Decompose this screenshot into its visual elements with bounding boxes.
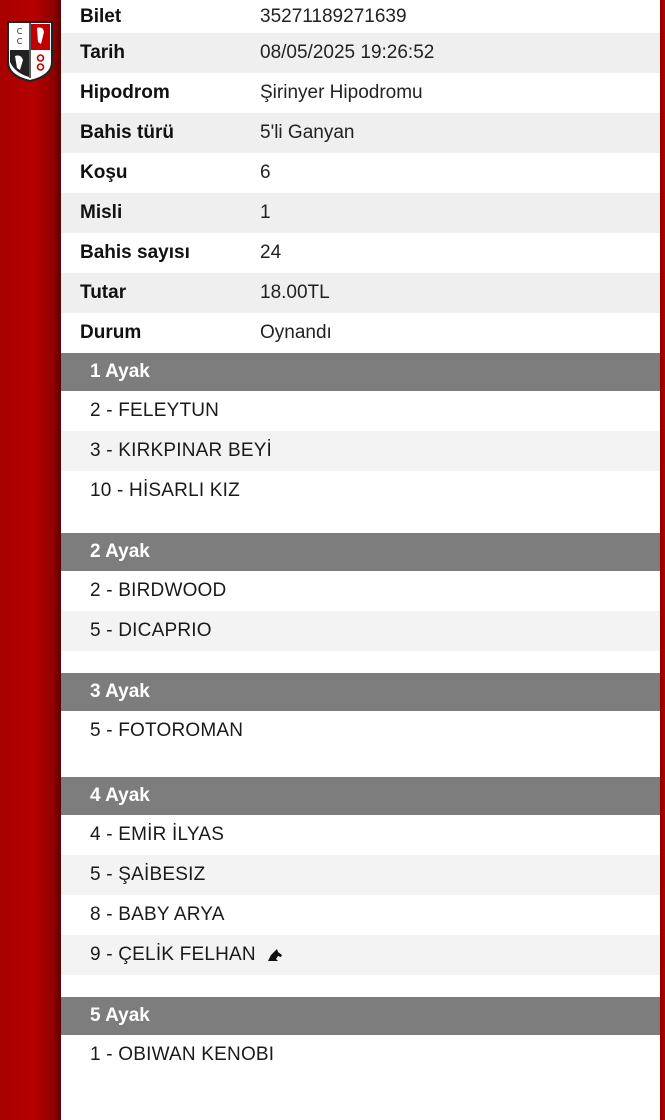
info-label: Tutar [80,282,127,303]
horse-name: 9 - ÇELİK FELHAN [90,944,256,965]
leg-spacer [61,511,660,533]
horse-name: 3 - KIRKPINAR BEYİ [90,440,273,461]
horse-head-icon [266,948,284,962]
info-row-3 [61,113,660,153]
horse-row [61,895,660,935]
info-row-6 [61,233,660,273]
horse-name: 8 - BABY ARYA [90,904,225,925]
svg-text:C: C [16,27,23,36]
leg-spacer [61,751,660,777]
info-row-2 [61,73,660,113]
horse-row [61,611,660,651]
info-row-1 [61,33,660,73]
info-row-0 [61,0,660,33]
info-label: Misli [80,202,123,223]
horse-row [61,711,660,751]
info-label: Durum [80,322,142,343]
leg-header: 4 Ayak [61,777,660,815]
horse-row [61,571,660,611]
horse-name: 2 - FELEYTUN [90,400,220,421]
ticket-info-table [61,0,660,353]
horse-row [61,855,660,895]
leg-header: 3 Ayak [61,673,660,711]
info-label: Koşu [80,162,128,183]
info-label: Hipodrom [80,82,170,103]
leg-header: 5 Ayak [61,997,660,1035]
horse-name: 10 - HİSARLI KIZ [90,480,240,501]
horse-name: 5 - FOTOROMAN [90,720,244,741]
info-label: Bahis türü [80,122,174,143]
info-value: 6 [260,162,271,183]
info-value: 24 [260,242,282,263]
horse-row [61,471,660,511]
leg-header: 2 Ayak [61,533,660,571]
info-label: Tarih [80,42,126,63]
horse-row [61,1035,660,1075]
info-value: 18.00TL [260,282,330,303]
leg-spacer [61,975,660,997]
info-row-5 [61,193,660,233]
info-value: 35271189271639 [260,5,407,27]
info-value: 1 [260,202,271,223]
info-label: Bahis sayısı [80,242,190,263]
info-row-8 [61,313,660,353]
horse-name: 4 - EMİR İLYAS [90,824,225,845]
info-value: 08/05/2025 19:26:52 [260,42,435,63]
info-value: Şirinyer Hipodromu [260,82,423,103]
legs-list [61,353,660,1075]
horse-name: 5 - DICAPRIO [90,620,212,641]
horse-row [61,935,660,975]
horse-row [61,431,660,471]
horse-row [61,391,660,431]
horse-name: 2 - BIRDWOOD [90,580,227,601]
right-brand-bar [660,0,665,1120]
ticket-content [61,0,660,1075]
horse-name: 1 - OBIWAN KENOBI [90,1044,275,1065]
club-crest-icon [5,20,55,82]
info-row-4 [61,153,660,193]
leg-spacer [61,651,660,673]
info-label: Bilet [80,5,122,27]
leg-header: 1 Ayak [61,353,660,391]
info-value: Oynandı [260,322,332,343]
info-row-7 [61,273,660,313]
left-brand-bar [0,0,61,1120]
info-value: 5'li Ganyan [260,122,355,143]
horse-row [61,815,660,855]
svg-text:C: C [16,37,23,46]
horse-name: 5 - ŞAİBESIZ [90,864,206,885]
